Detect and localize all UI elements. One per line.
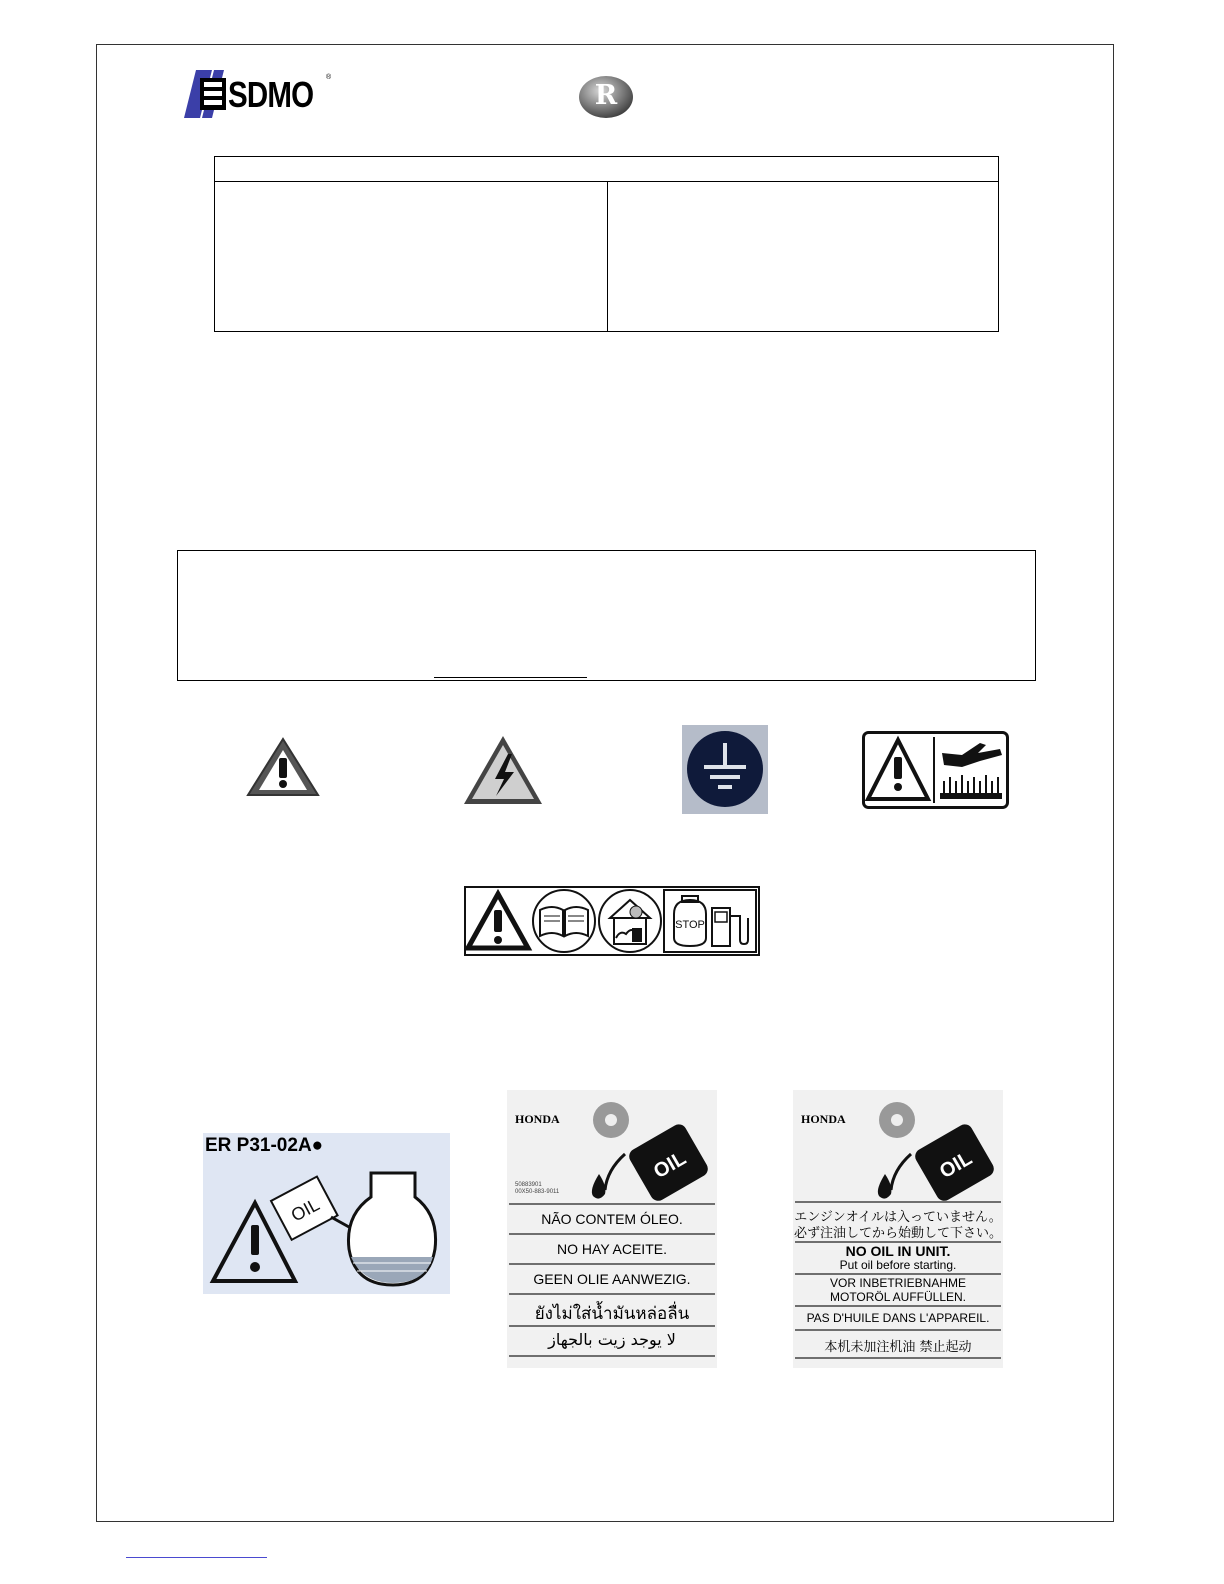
stop-before-refuel-icon xyxy=(664,890,756,952)
label-line-japanese-1: エンジンオイルは入っていません。 xyxy=(794,1210,1002,1225)
sdmo-oil-label xyxy=(203,1133,450,1294)
label-line-spanish: NO HAY ACEITE. xyxy=(557,1241,667,1257)
info-table xyxy=(214,156,999,332)
part-number-2: 00X50-883-9011 xyxy=(515,1189,560,1195)
footer-link-underline[interactable] xyxy=(126,1557,267,1558)
revision-badge xyxy=(578,74,636,120)
label-line-french: PAS D'HUILE DANS L'APPAREIL. xyxy=(806,1311,990,1325)
label-line-chinese: 本机未加注机油 禁止起动 xyxy=(824,1340,972,1355)
part-number-1: 50883901 xyxy=(515,1182,542,1188)
sdmo-logo xyxy=(182,68,332,120)
oil-can-text: OIL xyxy=(287,1194,323,1226)
composite-warning-label xyxy=(464,886,760,956)
oil-barrel-text: OIL xyxy=(936,1147,976,1184)
honda-oil-label-2 xyxy=(793,1090,1003,1368)
oil-can-icon xyxy=(271,1177,349,1240)
label-line-english: NO OIL IN UNIT. xyxy=(845,1243,951,1259)
label-line-german-2: MOTORÖL AUFFÜLLEN. xyxy=(829,1290,967,1304)
honda-brand: HONDA xyxy=(515,1112,560,1126)
revision-letter: R xyxy=(594,80,618,111)
oil-barrel-icon xyxy=(626,1121,710,1203)
notice-link-underline[interactable] xyxy=(434,677,587,678)
brand-name: SDMO xyxy=(228,74,314,115)
label-line-english-sub: Put oil before starting. xyxy=(839,1258,957,1272)
warning-triangle-icon xyxy=(246,736,320,798)
earth-ground-icon xyxy=(682,725,768,814)
label-line-arabic: لا يوجد زيت بالجهاز xyxy=(548,1330,676,1349)
oil-drop-icon xyxy=(878,1174,892,1199)
label-line-dutch: GEEN OLIE AANWEZIG. xyxy=(533,1271,691,1287)
hot-surface-icon xyxy=(862,731,1009,809)
engine-crankcase-icon xyxy=(348,1173,435,1285)
stop-text: STOP xyxy=(675,919,705,931)
notice-box xyxy=(177,550,1036,681)
label-line-thai: ยังไม่ใส่น้ำมันหล่อลื่น xyxy=(534,1304,690,1324)
oil-barrel-text: OIL xyxy=(650,1147,690,1184)
oil-label-code: ER P31-02A● xyxy=(205,1135,324,1156)
high-voltage-icon xyxy=(462,734,544,806)
registered-mark: ® xyxy=(326,74,332,81)
read-manual-icon xyxy=(533,890,595,952)
oil-barrel-icon xyxy=(912,1121,996,1203)
honda-brand: HONDA xyxy=(801,1112,846,1126)
info-table-left-cell xyxy=(215,182,608,331)
oil-drop-icon xyxy=(592,1174,606,1199)
label-line-portuguese: NÃO CONTEM ÓLEO. xyxy=(541,1211,683,1227)
label-line-japanese-2: 必ず注油してから始動して下さい。 xyxy=(793,1226,1002,1241)
honda-oil-label-1 xyxy=(507,1090,717,1368)
no-indoor-use-icon xyxy=(599,890,661,952)
info-table-header-row xyxy=(215,157,998,182)
label-line-german-1: VOR INBETRIEBNAHME xyxy=(829,1276,967,1290)
